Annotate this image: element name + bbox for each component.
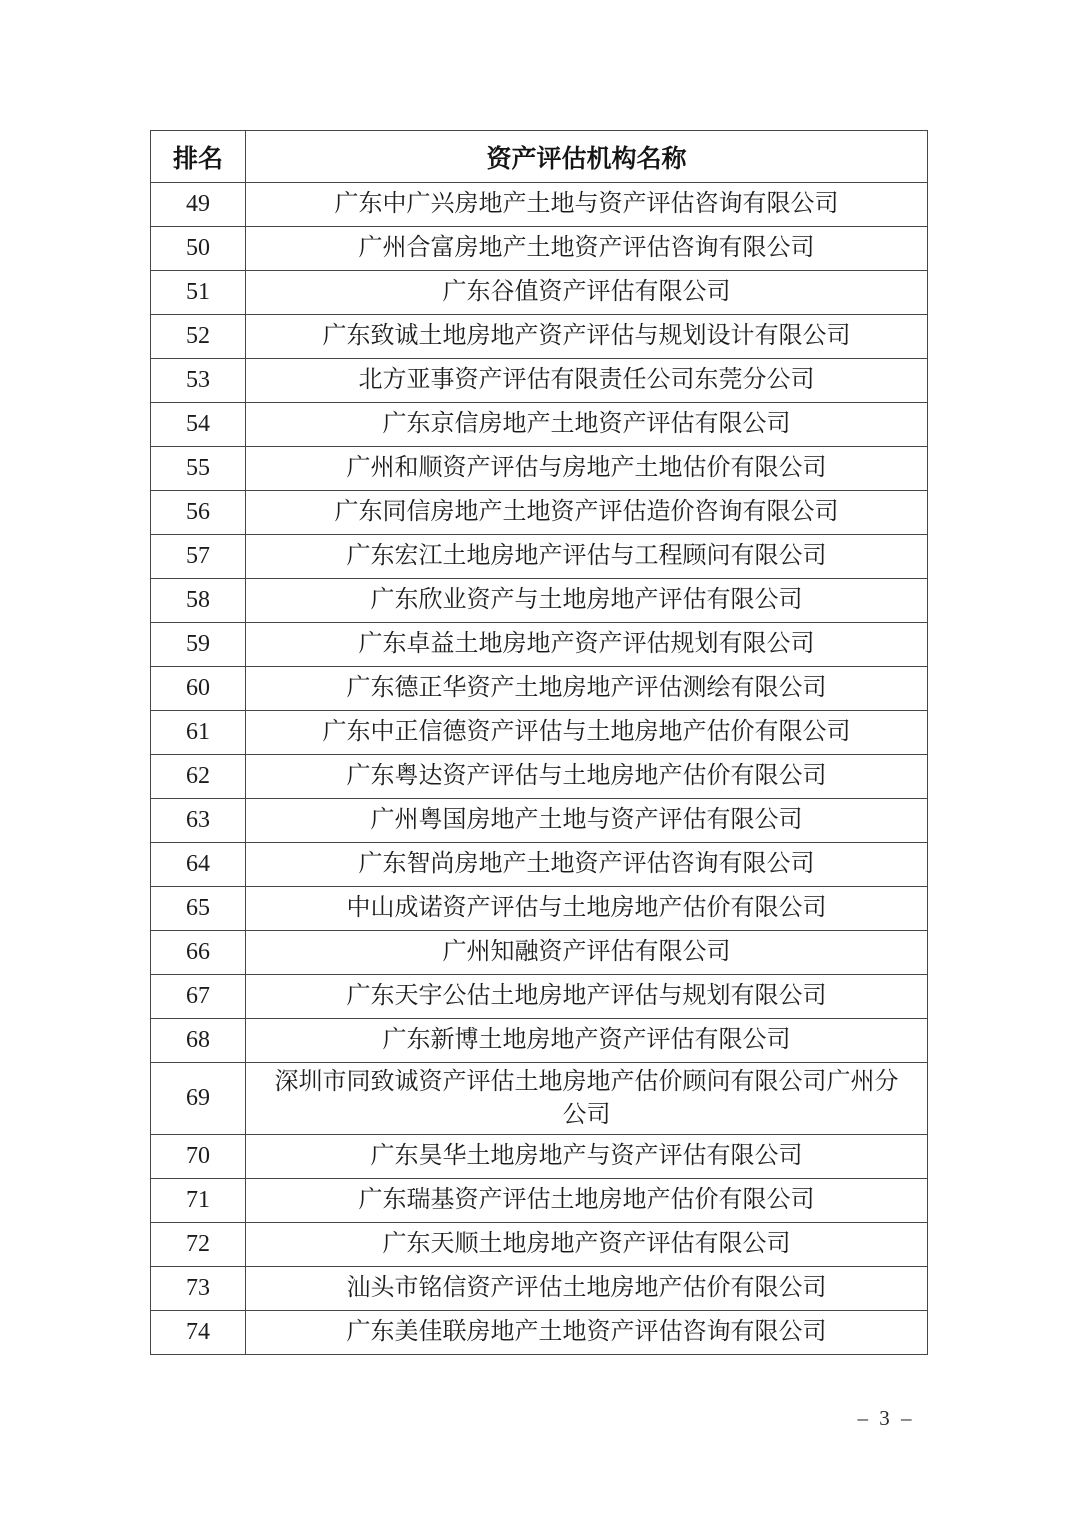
rank-cell: 54: [151, 403, 246, 447]
organization-name: 中山成诺资产评估与土地房地产估价有限公司: [346, 895, 827, 922]
table-row: [151, 975, 928, 1019]
name-cell: [246, 227, 928, 271]
name-cell: [246, 359, 928, 403]
organization-name: 广东中广兴房地产土地与资产评估咨询有限公司: [334, 191, 839, 218]
organization-name: 广州和顺资产评估与房地产土地估价有限公司: [346, 455, 827, 482]
table-row: [151, 1179, 928, 1223]
rank-cell: 59: [151, 623, 246, 667]
table-row: [151, 799, 928, 843]
table-row: [151, 1267, 928, 1311]
rank-column-header: 排名: [151, 131, 246, 183]
table-row: [151, 1223, 928, 1267]
organization-name: 广州合富房地产土地资产评估咨询有限公司: [358, 235, 815, 262]
organization-name: 广州粤国房地产土地与资产评估有限公司: [370, 807, 803, 834]
name-cell: [246, 1223, 928, 1267]
organization-name: 广东天宇公估土地房地产评估与规划有限公司: [346, 983, 827, 1010]
organization-name: 广东谷值资产评估有限公司: [442, 279, 731, 306]
name-cell: [246, 1179, 928, 1223]
rank-cell: 53: [151, 359, 246, 403]
table-row: [151, 359, 928, 403]
rank-cell: 62: [151, 755, 246, 799]
organization-name: 广东中正信德资产评估与土地房地产估价有限公司: [322, 719, 851, 746]
rank-cell: 72: [151, 1223, 246, 1267]
table-header-row: [151, 131, 928, 183]
name-cell: [246, 755, 928, 799]
table-row: [151, 1063, 928, 1135]
rank-cell: 71: [151, 1179, 246, 1223]
organization-name: 广东卓益土地房地产资产评估规划有限公司: [358, 631, 815, 658]
table-row: [151, 403, 928, 447]
rank-cell: 70: [151, 1135, 246, 1179]
ranking-table: [150, 130, 928, 1355]
organization-name: 广州知融资产评估有限公司: [442, 939, 731, 966]
rank-cell: 68: [151, 1019, 246, 1063]
name-cell: [246, 887, 928, 931]
rank-cell: 51: [151, 271, 246, 315]
rank-cell: 55: [151, 447, 246, 491]
rank-cell: 60: [151, 667, 246, 711]
name-cell: [246, 183, 928, 227]
rank-cell: 56: [151, 491, 246, 535]
name-cell: [246, 535, 928, 579]
rank-cell: 64: [151, 843, 246, 887]
name-cell: [246, 447, 928, 491]
organization-name: 广东德正华资产土地房地产评估测绘有限公司: [346, 675, 827, 702]
organization-name: 广东欣业资产与土地房地产评估有限公司: [370, 587, 803, 614]
name-cell: [246, 1311, 928, 1355]
table-row: [151, 447, 928, 491]
organization-name: 广东京信房地产土地资产评估有限公司: [382, 411, 791, 438]
rank-cell: 58: [151, 579, 246, 623]
organization-name: 广东美佳联房地产土地资产评估咨询有限公司: [346, 1319, 827, 1346]
rank-cell: 50: [151, 227, 246, 271]
rank-cell: 61: [151, 711, 246, 755]
name-cell: [246, 711, 928, 755]
rank-cell: 69: [151, 1063, 246, 1135]
table-row: [151, 887, 928, 931]
organization-name: 广东智尚房地产土地资产评估咨询有限公司: [358, 851, 815, 878]
organization-name: 广东致诚土地房地产资产评估与规划设计有限公司: [322, 323, 851, 350]
name-cell: [246, 799, 928, 843]
table-row: [151, 711, 928, 755]
name-cell: [246, 403, 928, 447]
table-row: [151, 535, 928, 579]
name-cell: [246, 271, 928, 315]
rank-cell: 67: [151, 975, 246, 1019]
rank-cell: 73: [151, 1267, 246, 1311]
name-column-header: 资产评估机构名称: [246, 131, 928, 183]
organization-name: 广东瑞基资产评估土地房地产估价有限公司: [358, 1187, 815, 1214]
name-cell: [246, 931, 928, 975]
organization-name: 广东天顺土地房地产资产评估有限公司: [382, 1231, 791, 1258]
name-cell: [246, 843, 928, 887]
name-cell: [246, 667, 928, 711]
organization-name: 广东同信房地产土地资产评估造价咨询有限公司: [334, 499, 839, 526]
name-cell: [246, 315, 928, 359]
table-row: [151, 227, 928, 271]
table-row: [151, 1311, 928, 1355]
rank-cell: 52: [151, 315, 246, 359]
name-cell: [246, 623, 928, 667]
name-cell: [246, 1135, 928, 1179]
rank-cell: 66: [151, 931, 246, 975]
page-number: – 3 –: [857, 1406, 915, 1430]
table-row: [151, 755, 928, 799]
table-row: [151, 667, 928, 711]
table-row: [151, 183, 928, 227]
rank-cell: 57: [151, 535, 246, 579]
rank-cell: 49: [151, 183, 246, 227]
name-cell: [246, 491, 928, 535]
organization-name: 广东粤达资产评估与土地房地产估价有限公司: [346, 763, 827, 790]
table-row: [151, 931, 928, 975]
table-row: [151, 1019, 928, 1063]
table-row: [151, 1135, 928, 1179]
organization-name: 汕头市铭信资产评估土地房地产估价有限公司: [346, 1275, 827, 1302]
name-cell: [246, 1063, 928, 1135]
table-row: [151, 843, 928, 887]
organization-name: 广东昊华土地房地产与资产评估有限公司: [370, 1143, 803, 1170]
table-row: [151, 579, 928, 623]
name-cell: [246, 579, 928, 623]
table-row: [151, 315, 928, 359]
table-body: [151, 183, 928, 1355]
table-row: [151, 271, 928, 315]
organization-name: 广东宏江土地房地产评估与工程顾问有限公司: [346, 543, 827, 570]
table-row: [151, 623, 928, 667]
rank-cell: 74: [151, 1311, 246, 1355]
rank-cell: 63: [151, 799, 246, 843]
rank-cell: 65: [151, 887, 246, 931]
organization-name: 深圳市同致诚资产评估土地房地产估价顾问有限公司广州分公司: [274, 1068, 899, 1128]
organization-name: 广东新博土地房地产资产评估有限公司: [382, 1027, 791, 1054]
name-cell: [246, 1267, 928, 1311]
table-row: [151, 491, 928, 535]
name-cell: [246, 1019, 928, 1063]
name-cell: [246, 975, 928, 1019]
organization-name: 北方亚事资产评估有限责任公司东莞分公司: [358, 367, 815, 394]
